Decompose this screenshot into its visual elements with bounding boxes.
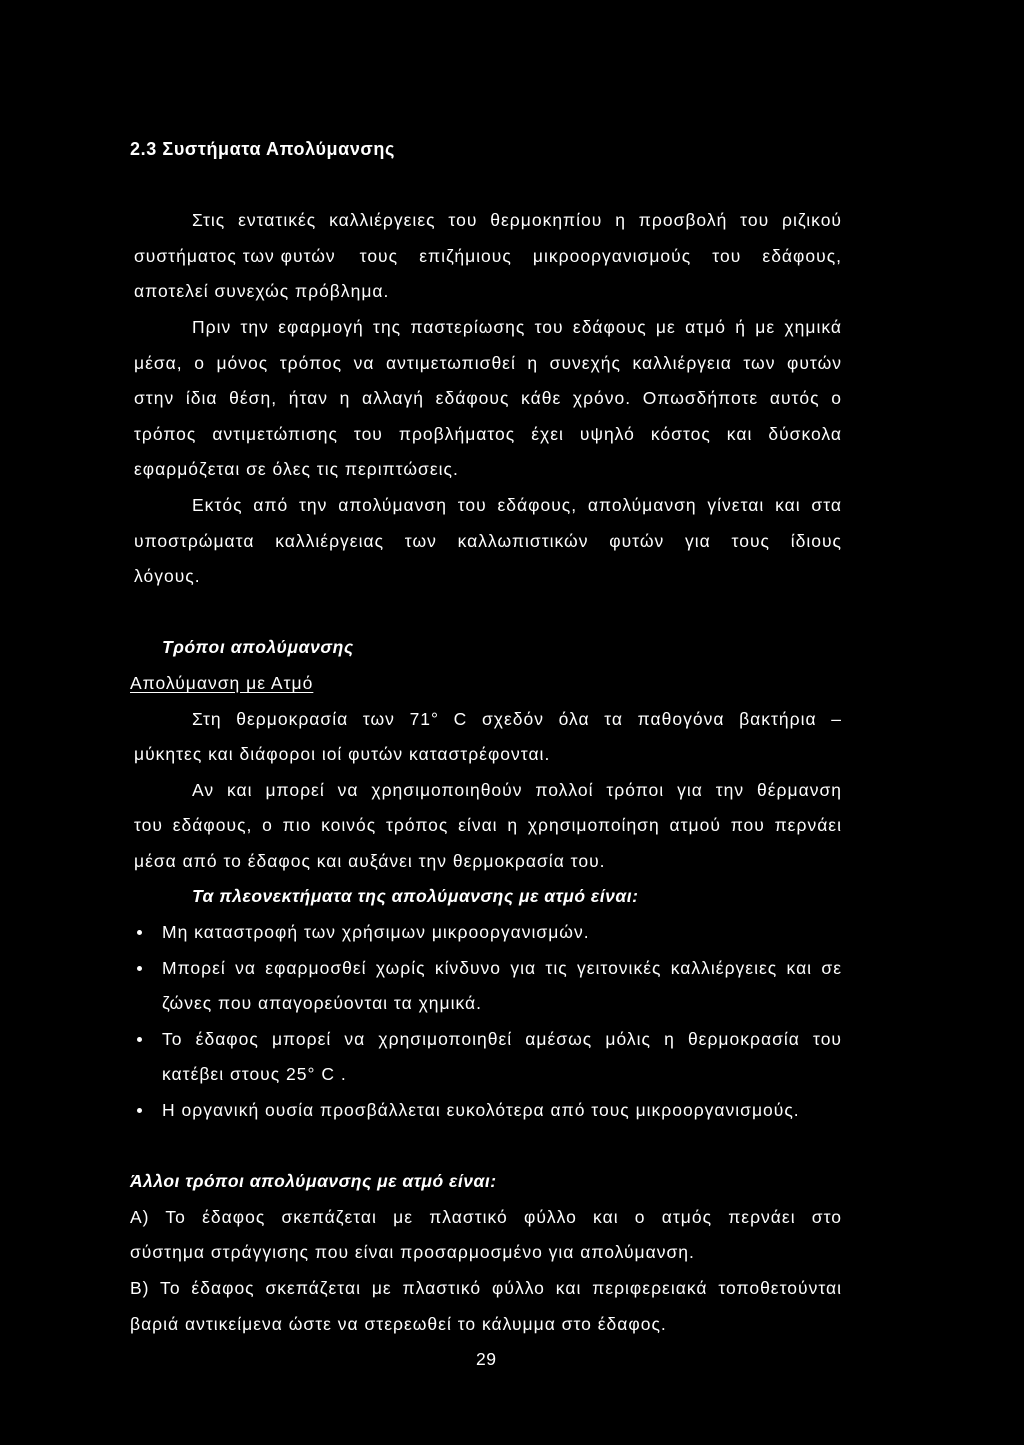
paragraph-line: μύκητες και διάφοροι ιοί φυτών καταστρέφονται. bbox=[134, 744, 551, 765]
paragraph-line: υποστρώματα καλλιέργειας των καλλωπιστικών φυτών για τους ίδιους bbox=[134, 530, 842, 551]
paragraph-line: Β) Το έδαφος σκεπάζεται με πλαστικό φύλλο και περιφερειακά τοποθετούνται bbox=[130, 1278, 842, 1298]
intro-paragraph-2 bbox=[0, 310, 1024, 488]
list-item-continuation: ζώνες που απαγορεύονται τα χημικά. bbox=[162, 993, 482, 1014]
bullet-icon bbox=[137, 966, 142, 971]
list-item-continuation: κατέβει στους 25° C . bbox=[162, 1064, 347, 1085]
list-item bbox=[162, 1093, 842, 1129]
steam-paragraph-2 bbox=[0, 773, 1024, 880]
list-item-text: Η οργανική ουσία προσβάλλεται ευκολότερα από τους μικροοργανισμούς. bbox=[162, 1100, 800, 1121]
other-methods-section bbox=[0, 1164, 1024, 1342]
document-page bbox=[0, 132, 1024, 1378]
line-segment: συστήματος των φυτών bbox=[134, 245, 336, 266]
intro-paragraph-3 bbox=[0, 488, 1024, 595]
page-number: 29 bbox=[476, 1349, 497, 1370]
advantages-list bbox=[0, 915, 1024, 1129]
line-segment: τους επιζήμιους μικροοργανισμούς του εδάφους, bbox=[359, 245, 842, 266]
list-item-text: Το έδαφος μπορεί να χρησιμοποιηθεί αμέσως μόλις η θερμοκρασία του bbox=[162, 1028, 842, 1049]
paragraph-line: τρόπος αντιμετώπισης του προβλήματος έχει υψηλό κόστος και δύσκολα bbox=[134, 423, 842, 444]
bullet-icon bbox=[137, 1108, 142, 1113]
list-item bbox=[162, 951, 842, 987]
paragraph-line: μέσα από το έδαφος και αυξάνει την θερμοκρασία του. bbox=[134, 850, 606, 871]
steam-paragraph-1 bbox=[0, 702, 1024, 773]
paragraph-line: του εδάφους, ο πιο κοινός τρόπος είναι η χρησιμοποίηση ατμού που περνάει bbox=[134, 815, 842, 836]
paragraph-line: Στις εντατικές καλλιέργειες του θερμοκηπίου η προσβολή του ριζικού bbox=[192, 210, 842, 231]
paragraph-line: λόγους. bbox=[134, 566, 201, 587]
list-item-text: Μη καταστροφή των χρήσιμων μικροοργανισμών. bbox=[162, 922, 590, 943]
other-methods-heading: Άλλοι τρόποι απολύμανσης με ατμό είναι: bbox=[130, 1171, 497, 1192]
paragraph-line: στην ίδια θέση, ήταν η αλλαγή εδάφους κάθε χρόνο. Οπωσδήποτε αυτός ο bbox=[134, 388, 842, 409]
paragraph-line: Πριν την εφαρμογή της παστερίωσης του εδάφους με ατμό ή με χημικά bbox=[192, 316, 842, 337]
paragraph-line: αποτελεί συνεχώς πρόβλημα. bbox=[134, 281, 390, 302]
steam-subheading: Απολύμανση με Ατμό bbox=[130, 672, 314, 693]
bullet-icon bbox=[137, 930, 142, 935]
paragraph-line: Α) Το έδαφος σκεπάζεται με πλαστικό φύλλο και ο ατμός περνάει στο bbox=[130, 1206, 842, 1227]
methods-section bbox=[0, 630, 1024, 1128]
section-heading: 2.3 Συστήματα Απολύμανσης bbox=[130, 139, 395, 159]
paragraph-line: Εκτός από την απολύμανση του εδάφους, απολύμανση γίνεται και στα bbox=[192, 494, 842, 515]
bullet-icon bbox=[137, 1037, 142, 1042]
list-item-text: Μπορεί να εφαρμοσθεί χωρίς κίνδυνο για τις γειτονικές καλλιέργειες και σε bbox=[162, 957, 842, 978]
paragraph-line: μέσα, ο μόνος τρόπος να αντιμετωπισθεί η συνεχής καλλιέργεια των φυτών bbox=[134, 352, 842, 373]
paragraph-line: εφαρμόζεται σε όλες τις περιπτώσεις. bbox=[134, 459, 459, 480]
paragraph-line: Αν και μπορεί να χρησιμοποιηθούν πολλοί τρόποι για την θέρμανση bbox=[192, 779, 842, 800]
advantages-heading: Τα πλεονεκτήματα της απολύμανσης με ατμό είναι: bbox=[192, 886, 639, 907]
list-item bbox=[162, 915, 842, 951]
paragraph-line: σύστημα στράγγισης που είναι προσαρμοσμένο για απολύμανση. bbox=[130, 1242, 695, 1263]
paragraph-line: Στη θερμοκρασία των 71° C σχεδόν όλα τα παθογόνα βακτήρια – bbox=[192, 708, 842, 729]
methods-subheading: Τρόποι απολύμανσης bbox=[162, 637, 354, 658]
paragraph-line: βαριά αντικείμενα ώστε να στερεωθεί το κάλυμμα στο έδαφος. bbox=[130, 1313, 667, 1334]
intro-paragraph-1 bbox=[0, 203, 1024, 310]
list-item bbox=[162, 1022, 842, 1058]
paragraph-line bbox=[134, 239, 842, 275]
